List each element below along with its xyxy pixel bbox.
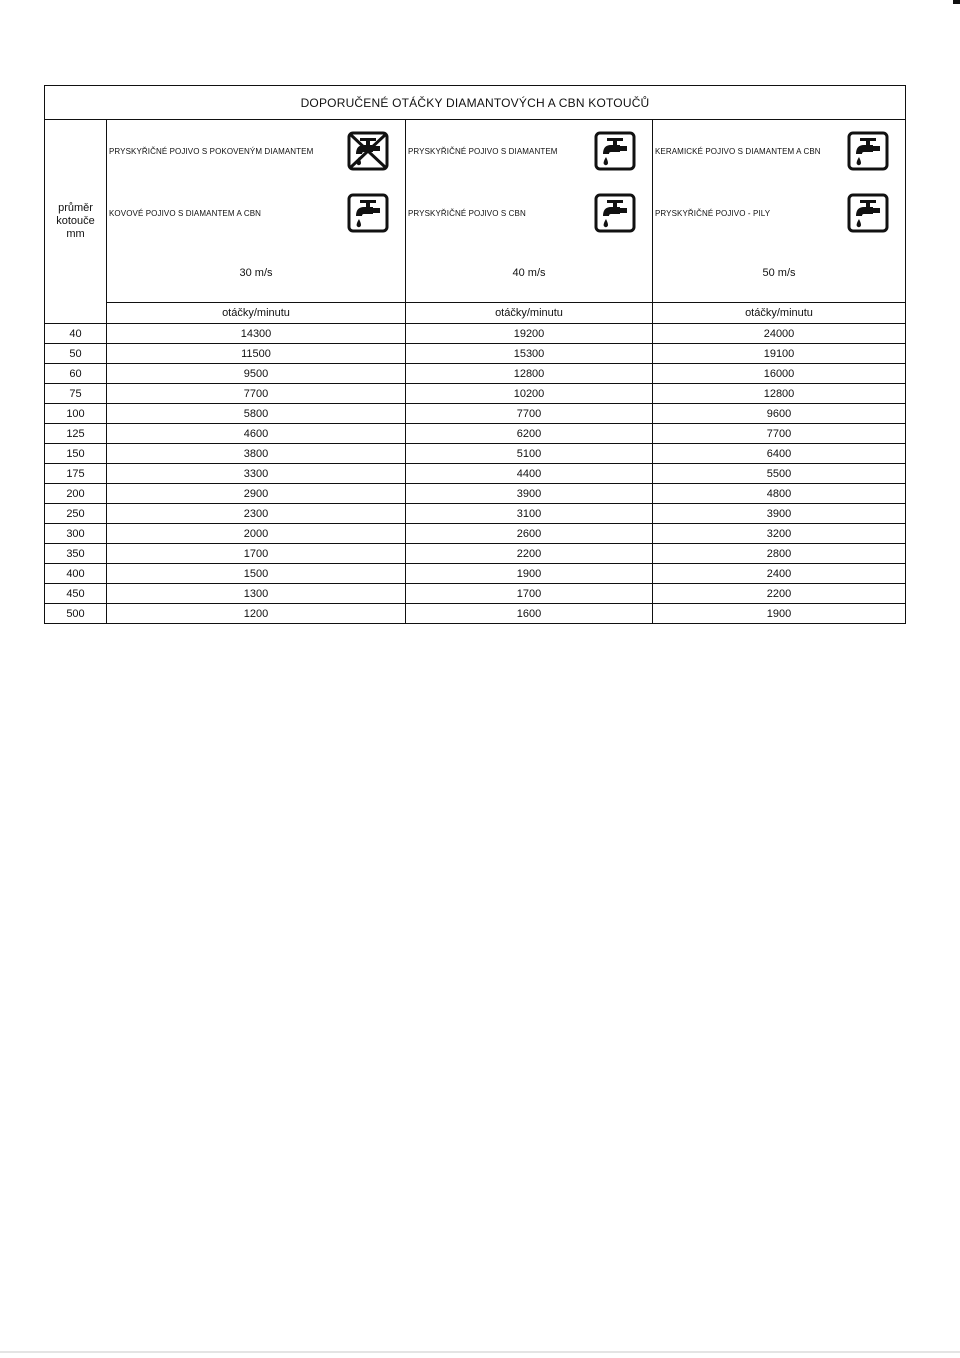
rpm-cell: 4800 bbox=[653, 484, 906, 504]
table-row bbox=[45, 404, 906, 424]
rpm-cell: 2000 bbox=[107, 524, 406, 544]
rpm-cell: 3800 bbox=[107, 444, 406, 464]
table-row bbox=[45, 424, 906, 444]
diameter-cell: 250 bbox=[45, 504, 107, 524]
unit-label-1: otáčky/minutu bbox=[107, 303, 406, 324]
bond-label-mid-2: PRYSKYŘIČNÉ POJIVO S CBN bbox=[408, 208, 526, 218]
rpm-cell: 1900 bbox=[406, 564, 653, 584]
rpm-cell: 2600 bbox=[406, 524, 653, 544]
speed-label-1: 30 m/s bbox=[239, 267, 273, 279]
rpm-cell: 5500 bbox=[653, 464, 906, 484]
rpm-cell: 11500 bbox=[107, 344, 406, 364]
diameter-cell: 75 bbox=[45, 384, 107, 404]
diameter-cell: 350 bbox=[45, 544, 107, 564]
table-row bbox=[45, 324, 906, 344]
rpm-cell: 1900 bbox=[653, 604, 906, 624]
rpm-cell: 2200 bbox=[406, 544, 653, 564]
rpm-cell: 3900 bbox=[406, 484, 653, 504]
bond-row-mid-3 bbox=[653, 182, 905, 244]
unit-label-3: otáčky/minutu bbox=[653, 303, 906, 324]
unit-label-2: otáčky/minutu bbox=[406, 303, 653, 324]
no-coolant-icon bbox=[347, 131, 389, 171]
rpm-cell: 3100 bbox=[406, 504, 653, 524]
table-row bbox=[45, 364, 906, 384]
coolant-tap-icon bbox=[594, 193, 636, 233]
diameter-header bbox=[45, 120, 107, 324]
coolant-tap-icon bbox=[847, 131, 889, 171]
diameter-cell: 400 bbox=[45, 564, 107, 584]
diameter-cell: 175 bbox=[45, 464, 107, 484]
rpm-cell: 24000 bbox=[653, 324, 906, 344]
rpm-cell: 19200 bbox=[406, 324, 653, 344]
rpm-cell: 7700 bbox=[406, 404, 653, 424]
rpm-cell: 4400 bbox=[406, 464, 653, 484]
bond-row-top-1 bbox=[107, 120, 405, 182]
rpm-cell: 2800 bbox=[653, 544, 906, 564]
rpm-cell: 15300 bbox=[406, 344, 653, 364]
rpm-cell: 2200 bbox=[653, 584, 906, 604]
rpm-cell: 5800 bbox=[107, 404, 406, 424]
rpm-cell: 2900 bbox=[107, 484, 406, 504]
rpm-cell: 19100 bbox=[653, 344, 906, 364]
rpm-cell: 1700 bbox=[406, 584, 653, 604]
diameter-header-line-1: průměr bbox=[58, 202, 93, 214]
diameter-cell: 500 bbox=[45, 604, 107, 624]
column-header-1 bbox=[107, 120, 406, 303]
table-row bbox=[45, 564, 906, 584]
table-row bbox=[45, 444, 906, 464]
rpm-cell: 5100 bbox=[406, 444, 653, 464]
bond-label-top-1: PRYSKYŘIČNÉ POJIVO S POKOVENÝM DIAMANTEM bbox=[109, 146, 314, 156]
rpm-cell: 1300 bbox=[107, 584, 406, 604]
rpm-cell: 3200 bbox=[653, 524, 906, 544]
bond-row-mid-2 bbox=[406, 182, 652, 244]
diameter-cell: 200 bbox=[45, 484, 107, 504]
coolant-tap-icon bbox=[594, 131, 636, 171]
diameter-cell: 450 bbox=[45, 584, 107, 604]
rpm-cell: 6200 bbox=[406, 424, 653, 444]
rpm-cell: 10200 bbox=[406, 384, 653, 404]
table-row bbox=[45, 504, 906, 524]
rpm-cell: 7700 bbox=[107, 384, 406, 404]
bond-label-mid-1: KOVOVÉ POJIVO S DIAMANTEM A CBN bbox=[109, 208, 262, 218]
speed-label-3: 50 m/s bbox=[762, 267, 796, 279]
rpm-cell: 1700 bbox=[107, 544, 406, 564]
diameter-cell: 125 bbox=[45, 424, 107, 444]
coolant-tap-icon bbox=[347, 193, 389, 233]
speed-table bbox=[44, 85, 906, 624]
rpm-cell: 1600 bbox=[406, 604, 653, 624]
diameter-cell: 40 bbox=[45, 324, 107, 344]
table-row bbox=[45, 484, 906, 504]
rpm-cell: 12800 bbox=[653, 384, 906, 404]
coolant-tap-icon bbox=[847, 193, 889, 233]
diameter-cell: 150 bbox=[45, 444, 107, 464]
rpm-cell: 2400 bbox=[653, 564, 906, 584]
diameter-header-line-2: kotouče bbox=[56, 215, 95, 227]
column-header-2 bbox=[406, 120, 653, 303]
rpm-cell: 16000 bbox=[653, 364, 906, 384]
table-row bbox=[45, 464, 906, 484]
column-header-3 bbox=[653, 120, 906, 303]
rpm-cell: 12800 bbox=[406, 364, 653, 384]
table-row bbox=[45, 604, 906, 624]
diameter-cell: 100 bbox=[45, 404, 107, 424]
diameter-header-line-3: mm bbox=[66, 228, 85, 240]
bond-label-top-3: KERAMICKÉ POJIVO S DIAMANTEM A CBN bbox=[655, 146, 821, 156]
rpm-cell: 1200 bbox=[107, 604, 406, 624]
rpm-cell: 7700 bbox=[653, 424, 906, 444]
bond-label-top-2: PRYSKYŘIČNÉ POJIVO S DIAMANTEM bbox=[408, 146, 558, 156]
rpm-cell: 14300 bbox=[107, 324, 406, 344]
diameter-cell: 50 bbox=[45, 344, 107, 364]
rpm-cell: 6400 bbox=[653, 444, 906, 464]
table-row bbox=[45, 544, 906, 564]
rpm-cell: 9600 bbox=[653, 404, 906, 424]
rpm-cell: 9500 bbox=[107, 364, 406, 384]
rpm-cell: 1500 bbox=[107, 564, 406, 584]
table-row bbox=[45, 524, 906, 544]
diameter-cell: 300 bbox=[45, 524, 107, 544]
bond-label-mid-3: PRYSKYŘIČNÉ POJIVO - PILY bbox=[655, 208, 771, 218]
table-row bbox=[45, 344, 906, 364]
table-row bbox=[45, 384, 906, 404]
rpm-cell: 3300 bbox=[107, 464, 406, 484]
speed-label-2: 40 m/s bbox=[512, 267, 546, 279]
bond-row-mid-1 bbox=[107, 182, 405, 244]
bond-row-top-3 bbox=[653, 120, 905, 182]
diameter-cell: 60 bbox=[45, 364, 107, 384]
table-row bbox=[45, 584, 906, 604]
rpm-cell: 4600 bbox=[107, 424, 406, 444]
speed-table-sheet bbox=[44, 85, 905, 624]
rpm-cell: 3900 bbox=[653, 504, 906, 524]
rpm-cell: 2300 bbox=[107, 504, 406, 524]
bond-row-top-2 bbox=[406, 120, 652, 182]
table-title: DOPORUČENÉ OTÁČKY DIAMANTOVÝCH A CBN KOTOUČŮ bbox=[45, 86, 906, 120]
